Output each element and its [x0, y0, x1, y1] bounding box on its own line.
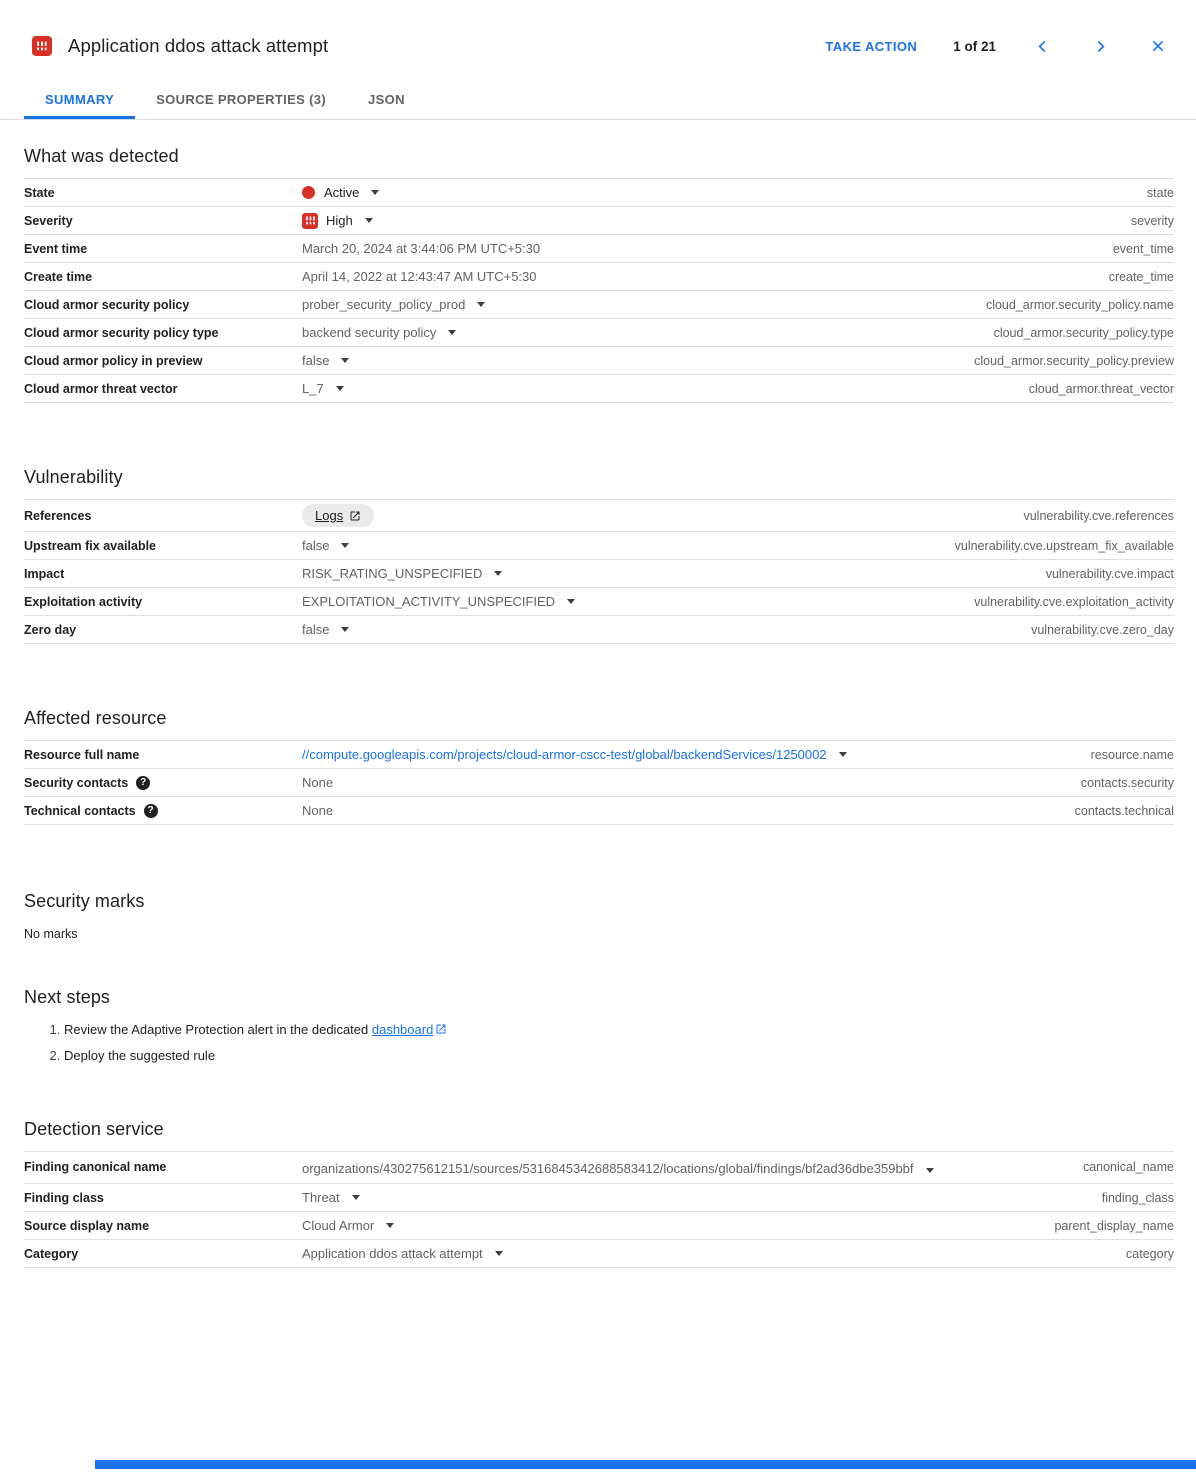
caret-down-icon	[448, 330, 456, 335]
open-in-new-icon	[349, 510, 361, 522]
row-label-text: Technical contacts	[24, 803, 136, 818]
security-policy-type-dropdown[interactable]	[302, 325, 456, 340]
row-field-name: event_time	[1112, 241, 1174, 256]
tab-summary[interactable]: SUMMARY	[24, 80, 135, 119]
chevron-left-icon[interactable]	[1030, 34, 1054, 58]
detected-rows	[24, 178, 1174, 403]
row-label: Event time	[24, 241, 88, 256]
row-label	[24, 804, 302, 818]
impact-dropdown[interactable]	[302, 566, 502, 581]
next-step-text: Review the Adaptive Protection alert in the dedicated	[64, 1022, 372, 1037]
caret-down-icon	[567, 599, 575, 604]
row-upstream-fix	[24, 531, 1174, 559]
row-finding-class	[24, 1183, 1174, 1211]
row-field-name: resource.name	[1090, 747, 1174, 762]
row-event-time	[24, 234, 1174, 262]
section-title-next-steps: Next steps	[24, 987, 111, 1007]
row-field-name: category	[1126, 1246, 1174, 1261]
row-label-text: Security contacts	[24, 775, 129, 790]
finding-class-value: Threat	[302, 1190, 340, 1205]
help-icon[interactable]: ?	[144, 804, 158, 818]
row-label: Source display name	[24, 1218, 150, 1233]
row-security-contacts	[24, 768, 1174, 796]
affected-resource-rows	[24, 740, 1174, 825]
row-field-name: vulnerability.cve.impact	[1045, 566, 1174, 581]
resource-name-dropdown[interactable]	[302, 747, 847, 762]
header-actions	[825, 34, 1170, 58]
caret-down-icon	[352, 1195, 360, 1200]
row-source-display-name	[24, 1211, 1174, 1239]
row-label: Category	[24, 1246, 79, 1261]
panel-header	[0, 0, 1196, 58]
state-value: Active	[324, 185, 360, 200]
caret-down-icon	[839, 752, 847, 757]
caret-down-icon	[365, 218, 373, 223]
section-title-vulnerability: Vulnerability	[24, 467, 123, 487]
summary-content	[0, 146, 1196, 1268]
row-label: Upstream fix available	[24, 538, 157, 553]
event-time-value: March 20, 2024 at 3:44:06 PM UTC+5:30	[302, 241, 541, 256]
row-technical-contacts	[24, 796, 1174, 824]
zero-day-value: false	[302, 622, 330, 637]
row-field-name: contacts.technical	[1074, 803, 1174, 818]
row-zero-day	[24, 615, 1174, 643]
row-label: Create time	[24, 269, 93, 284]
row-field-name: parent_display_name	[1054, 1218, 1174, 1233]
upstream-fix-value: false	[302, 538, 330, 553]
row-field-name: vulnerability.cve.references	[1023, 508, 1174, 523]
close-icon[interactable]	[1146, 34, 1170, 58]
state-dropdown[interactable]	[302, 185, 379, 200]
row-label: Resource full name	[24, 747, 140, 762]
severity-dropdown[interactable]	[302, 213, 373, 229]
security-policy-type-value: backend security policy	[302, 325, 437, 340]
caret-down-icon	[494, 571, 502, 576]
section-title-affected-resource: Affected resource	[24, 708, 167, 728]
caret-down-icon	[341, 543, 349, 548]
row-field-name: finding_class	[1101, 1190, 1174, 1205]
row-field-name: cloud_armor.security_policy.preview	[974, 353, 1174, 368]
row-label: State	[24, 185, 55, 200]
chevron-right-icon[interactable]	[1088, 34, 1112, 58]
caret-down-icon	[495, 1251, 503, 1256]
finding-class-dropdown[interactable]	[302, 1190, 360, 1205]
section-title-what-was-detected: What was detected	[24, 146, 179, 166]
caret-down-icon	[336, 386, 344, 391]
help-icon[interactable]: ?	[136, 776, 150, 790]
active-state-icon	[302, 186, 315, 199]
severity-high-icon	[302, 213, 318, 229]
zero-day-dropdown[interactable]	[302, 622, 349, 637]
row-resource-full-name	[24, 740, 1174, 768]
logs-chip-label: Logs	[315, 508, 344, 523]
caret-down-icon	[477, 302, 485, 307]
take-action-button[interactable]: TAKE ACTION	[825, 38, 918, 54]
category-value: Application ddos attack attempt	[302, 1246, 483, 1261]
row-field-name: cloud_armor.security_policy.name	[985, 297, 1174, 312]
create-time-value: April 14, 2022 at 12:43:47 AM UTC+5:30	[302, 269, 537, 284]
caret-down-icon	[926, 1168, 934, 1173]
threat-vector-value: L_7	[302, 381, 324, 396]
row-field-name: severity	[1130, 213, 1174, 228]
exploitation-activity-value: EXPLOITATION_ACTIVITY_UNSPECIFIED	[302, 594, 556, 609]
dashboard-link[interactable]: dashboard	[371, 1022, 434, 1037]
row-field-name: vulnerability.cve.zero_day	[1031, 622, 1174, 637]
caret-down-icon	[341, 627, 349, 632]
no-marks-text: No marks	[24, 927, 78, 941]
row-create-time	[24, 262, 1174, 290]
row-label: Zero day	[24, 622, 77, 637]
row-field-name: cloud_armor.threat_vector	[1028, 381, 1174, 396]
tab-bar	[0, 80, 1196, 120]
severity-high-icon	[32, 36, 52, 56]
row-label: Cloud armor threat vector	[24, 381, 178, 396]
source-display-name-dropdown[interactable]	[302, 1218, 394, 1233]
open-in-new-icon	[435, 1023, 447, 1035]
threat-vector-dropdown[interactable]	[302, 381, 344, 396]
page-title: Application ddos attack attempt	[68, 35, 329, 56]
row-category	[24, 1239, 1174, 1267]
impact-value: RISK_RATING_UNSPECIFIED	[302, 566, 483, 581]
row-canonical-name	[24, 1151, 1174, 1183]
next-step-item	[64, 1048, 1174, 1063]
row-label: References	[24, 508, 92, 523]
detection-service-rows	[24, 1151, 1174, 1268]
row-label: Impact	[24, 566, 65, 581]
exploitation-activity-dropdown[interactable]	[302, 594, 575, 609]
logs-chip-button[interactable]	[302, 504, 374, 527]
technical-contacts-value: None	[302, 803, 334, 818]
row-label: Cloud armor security policy type	[24, 325, 219, 340]
row-field-name: vulnerability.cve.exploitation_activity	[974, 594, 1174, 609]
caret-down-icon	[371, 190, 379, 195]
row-impact	[24, 559, 1174, 587]
pagination-counter: 1 of 21	[953, 38, 996, 54]
row-severity	[24, 206, 1174, 234]
row-references	[24, 499, 1174, 531]
row-security-policy-type	[24, 318, 1174, 346]
policy-preview-dropdown[interactable]	[302, 353, 349, 368]
policy-preview-value: false	[302, 353, 330, 368]
section-title-security-marks: Security marks	[24, 891, 145, 911]
security-contacts-value: None	[302, 775, 334, 790]
row-field-name: cloud_armor.security_policy.type	[993, 325, 1174, 340]
canonical-name-dropdown[interactable]	[302, 1161, 934, 1176]
next-step-text: Deploy the suggested rule	[64, 1048, 216, 1063]
row-label: Cloud armor policy in preview	[24, 353, 203, 368]
row-field-name: state	[1146, 185, 1174, 200]
row-label: Exploitation activity	[24, 594, 143, 609]
row-policy-preview	[24, 346, 1174, 374]
category-dropdown[interactable]	[302, 1246, 503, 1261]
caret-down-icon	[341, 358, 349, 363]
row-security-policy	[24, 290, 1174, 318]
row-label: Cloud armor security policy	[24, 297, 190, 312]
row-state	[24, 178, 1174, 206]
row-field-name: contacts.security	[1080, 775, 1174, 790]
row-field-name: create_time	[1108, 269, 1174, 284]
severity-value: High	[326, 213, 353, 228]
source-display-name-value: Cloud Armor	[302, 1218, 375, 1233]
caret-down-icon	[386, 1223, 394, 1228]
canonical-name-value: organizations/430275612151/sources/5316845342688583412/locations/global/findings/bf2ad36dbe359bbf	[302, 1161, 914, 1176]
resource-link[interactable]: //compute.googleapis.com/projects/cloud-armor-cscc-test/global/backendServices/1250002	[302, 747, 827, 762]
next-step-item	[64, 1022, 1174, 1037]
row-field-name: canonical_name	[1082, 1160, 1174, 1174]
row-field-name: vulnerability.cve.upstream_fix_available	[954, 538, 1174, 553]
row-exploitation-activity	[24, 587, 1174, 615]
tab-json[interactable]: JSON	[368, 92, 405, 107]
security-policy-dropdown[interactable]	[302, 297, 485, 312]
horizontal-scrollbar-thumb[interactable]	[95, 1460, 1196, 1469]
tab-source-properties[interactable]: SOURCE PROPERTIES (3)	[156, 92, 327, 107]
row-label	[24, 776, 302, 790]
row-label: Severity	[24, 213, 73, 228]
row-label: Finding class	[24, 1190, 104, 1205]
row-label: Finding canonical name	[24, 1160, 167, 1174]
next-steps-list	[24, 1022, 1174, 1063]
row-threat-vector	[24, 374, 1174, 402]
security-policy-value: prober_security_policy_prod	[302, 297, 466, 312]
upstream-fix-dropdown[interactable]	[302, 538, 349, 553]
vulnerability-rows	[24, 499, 1174, 644]
section-title-detection-service: Detection service	[24, 1119, 164, 1139]
